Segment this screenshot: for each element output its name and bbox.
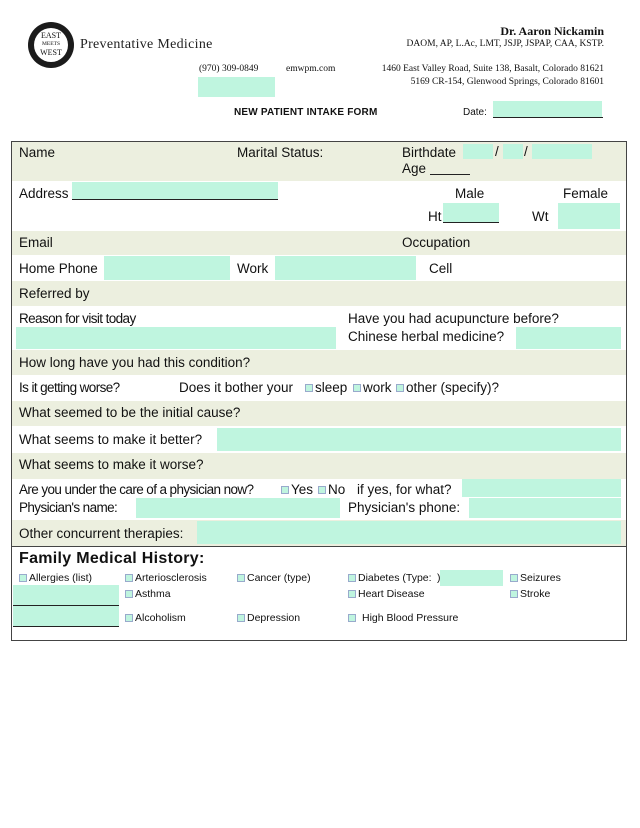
stroke-checkbox[interactable] bbox=[510, 590, 518, 598]
family-history-divider bbox=[12, 546, 626, 547]
birthdate-slash-2: / bbox=[524, 144, 528, 159]
name-label: Name bbox=[19, 145, 56, 160]
seizures-option[interactable] bbox=[510, 572, 561, 584]
allergies-checkbox[interactable] bbox=[19, 574, 27, 582]
bother-label: Does it bother your bbox=[179, 380, 294, 395]
doctor-name: Dr. Aaron Nickamin bbox=[500, 24, 604, 38]
diabetes-close-paren: ) bbox=[437, 572, 441, 584]
better-field[interactable] bbox=[217, 428, 621, 451]
depression-option[interactable] bbox=[237, 612, 300, 624]
asthma-checkbox[interactable] bbox=[125, 590, 133, 598]
home-phone-field[interactable] bbox=[104, 256, 230, 280]
weight-label: Wt bbox=[532, 209, 549, 224]
website: emwpm.com bbox=[286, 64, 336, 74]
high-blood-pressure-label: High Blood Pressure bbox=[362, 612, 459, 624]
cancer-label: Cancer (type) bbox=[247, 572, 311, 584]
work-checkbox[interactable] bbox=[353, 384, 361, 392]
allergies-field-1[interactable] bbox=[13, 585, 119, 605]
address-line-1: 1460 East Valley Road, Suite 138, Basalt, Colorado 81621 bbox=[381, 64, 604, 74]
better-label: What seems to make it better? bbox=[19, 432, 203, 447]
other-label: other (specify)? bbox=[406, 380, 500, 395]
physician-no-option[interactable] bbox=[318, 482, 345, 497]
logo-text-mid: MEETS bbox=[41, 41, 61, 47]
date-label: Date: bbox=[463, 107, 487, 118]
seizures-label: Seizures bbox=[520, 572, 561, 584]
diabetes-label: Diabetes (Type: bbox=[358, 572, 432, 584]
diabetes-option[interactable] bbox=[348, 572, 432, 584]
physician-phone-label: Physician's phone: bbox=[348, 500, 461, 515]
arteriosclerosis-option[interactable] bbox=[125, 572, 207, 584]
row-referred-shade bbox=[12, 281, 626, 306]
allergies-label: Allergies (list) bbox=[29, 572, 93, 584]
logo-text-bottom: WEST bbox=[40, 48, 62, 57]
form-title: NEW PATIENT INTAKE FORM bbox=[234, 107, 378, 118]
diabetes-checkbox[interactable] bbox=[348, 574, 356, 582]
physician-care-question: Are you under the care of a physician now? bbox=[19, 482, 254, 497]
home-phone-label: Home Phone bbox=[19, 261, 98, 276]
birthdate-slash-1: / bbox=[495, 144, 499, 159]
reason-field[interactable] bbox=[16, 327, 336, 349]
sleep-checkbox[interactable] bbox=[305, 384, 313, 392]
family-history-title: Family Medical History: bbox=[19, 550, 205, 567]
arteriosclerosis-checkbox[interactable] bbox=[125, 574, 133, 582]
allergies-underline-2 bbox=[13, 626, 119, 627]
birth-month-field[interactable] bbox=[463, 144, 493, 159]
acupuncture-question: Have you had acupuncture before? bbox=[348, 311, 559, 326]
email-label: Email bbox=[19, 235, 53, 250]
yes-label: Yes bbox=[291, 482, 314, 497]
other-option[interactable] bbox=[396, 380, 499, 395]
heart-disease-label: Heart Disease bbox=[358, 588, 425, 600]
cancer-option[interactable] bbox=[237, 572, 311, 584]
asthma-label: Asthma bbox=[135, 588, 171, 600]
depression-label: Depression bbox=[247, 612, 301, 624]
other-checkbox[interactable] bbox=[396, 384, 404, 392]
work-phone-label: Work bbox=[237, 261, 269, 276]
physician-yes-option[interactable] bbox=[281, 482, 313, 497]
arteriosclerosis-label: Arteriosclerosis bbox=[135, 572, 207, 584]
birthdate-label: Birthdate bbox=[402, 145, 457, 160]
yes-checkbox[interactable] bbox=[281, 486, 289, 494]
header-blank-field[interactable] bbox=[198, 77, 275, 97]
cancer-checkbox[interactable] bbox=[237, 574, 245, 582]
seizures-checkbox[interactable] bbox=[510, 574, 518, 582]
high-blood-pressure-checkbox[interactable] bbox=[348, 614, 356, 622]
how-long-label: How long have you had this condition? bbox=[19, 355, 251, 370]
age-label: Age bbox=[402, 161, 427, 176]
physician-phone-field[interactable] bbox=[469, 498, 621, 518]
male-option[interactable]: Male bbox=[455, 186, 485, 201]
initial-cause-label: What seemed to be the initial cause? bbox=[19, 405, 241, 420]
herbal-question: Chinese herbal medicine? bbox=[348, 329, 505, 344]
marital-status-label: Marital Status: bbox=[237, 145, 324, 160]
depression-checkbox[interactable] bbox=[237, 614, 245, 622]
date-underline bbox=[493, 117, 603, 118]
address-line-2: 5169 CR-154, Glenwood Springs, Colorado 81601 bbox=[410, 77, 604, 87]
doctor-credentials: DAOM, AP, L.Ac, LMT, JSJP, JSPAP, CAA, KSTP. bbox=[406, 39, 604, 49]
logo-text-top: EAST bbox=[41, 31, 61, 40]
work-label: work bbox=[363, 380, 392, 395]
high-blood-pressure-option[interactable] bbox=[348, 612, 458, 624]
if-yes-label: if yes, for what? bbox=[357, 482, 452, 497]
height-label: Ht bbox=[428, 209, 442, 224]
asthma-option[interactable] bbox=[125, 588, 171, 600]
herbal-field[interactable] bbox=[516, 327, 621, 349]
birth-year-field[interactable] bbox=[532, 144, 592, 159]
concurrent-therapies-field[interactable] bbox=[197, 521, 621, 544]
reason-label: Reason for visit today bbox=[19, 311, 136, 326]
no-checkbox[interactable] bbox=[318, 486, 326, 494]
date-field[interactable] bbox=[493, 101, 602, 117]
weight-field[interactable] bbox=[558, 203, 620, 229]
occupation-label: Occupation bbox=[402, 235, 471, 250]
phone-number: (970) 309-0849 bbox=[199, 64, 259, 74]
diabetes-type-field[interactable] bbox=[440, 570, 503, 586]
no-label: No bbox=[328, 482, 346, 497]
height-underline bbox=[443, 222, 499, 223]
referred-by-label: Referred by bbox=[19, 286, 90, 301]
address-field[interactable] bbox=[72, 182, 278, 199]
work-option[interactable] bbox=[353, 380, 392, 395]
getting-worse-label: Is it getting worse? bbox=[19, 380, 120, 395]
allergies-option[interactable] bbox=[19, 572, 92, 584]
address-underline bbox=[72, 199, 278, 200]
address-label: Address bbox=[19, 186, 69, 201]
allergies-field-2[interactable] bbox=[13, 606, 119, 626]
alcoholism-checkbox[interactable] bbox=[125, 614, 133, 622]
sleep-option[interactable] bbox=[305, 380, 347, 395]
heart-disease-option[interactable] bbox=[348, 588, 425, 600]
concurrent-therapies-label: Other concurrent therapies: bbox=[19, 526, 184, 541]
height-field[interactable] bbox=[443, 203, 499, 222]
cell-phone-label: Cell bbox=[429, 261, 453, 276]
heart-disease-checkbox[interactable] bbox=[348, 590, 356, 598]
birth-day-field[interactable] bbox=[503, 144, 523, 159]
row-email-shade bbox=[12, 231, 626, 255]
stroke-option[interactable] bbox=[510, 588, 550, 600]
brand-name: Preventative Medicine bbox=[80, 37, 213, 52]
age-field[interactable] bbox=[430, 174, 470, 175]
alcoholism-label: Alcoholism bbox=[135, 612, 186, 624]
physician-reason-field[interactable] bbox=[462, 479, 621, 497]
alcoholism-option[interactable] bbox=[125, 612, 186, 624]
physician-name-field[interactable] bbox=[136, 498, 340, 518]
sleep-label: sleep bbox=[315, 380, 348, 395]
stroke-label: Stroke bbox=[520, 588, 551, 600]
physician-name-label: Physician's name: bbox=[19, 500, 118, 515]
female-option[interactable]: Female bbox=[563, 186, 609, 201]
work-phone-field[interactable] bbox=[275, 256, 416, 280]
make-worse-label: What seems to make it worse? bbox=[19, 457, 204, 472]
